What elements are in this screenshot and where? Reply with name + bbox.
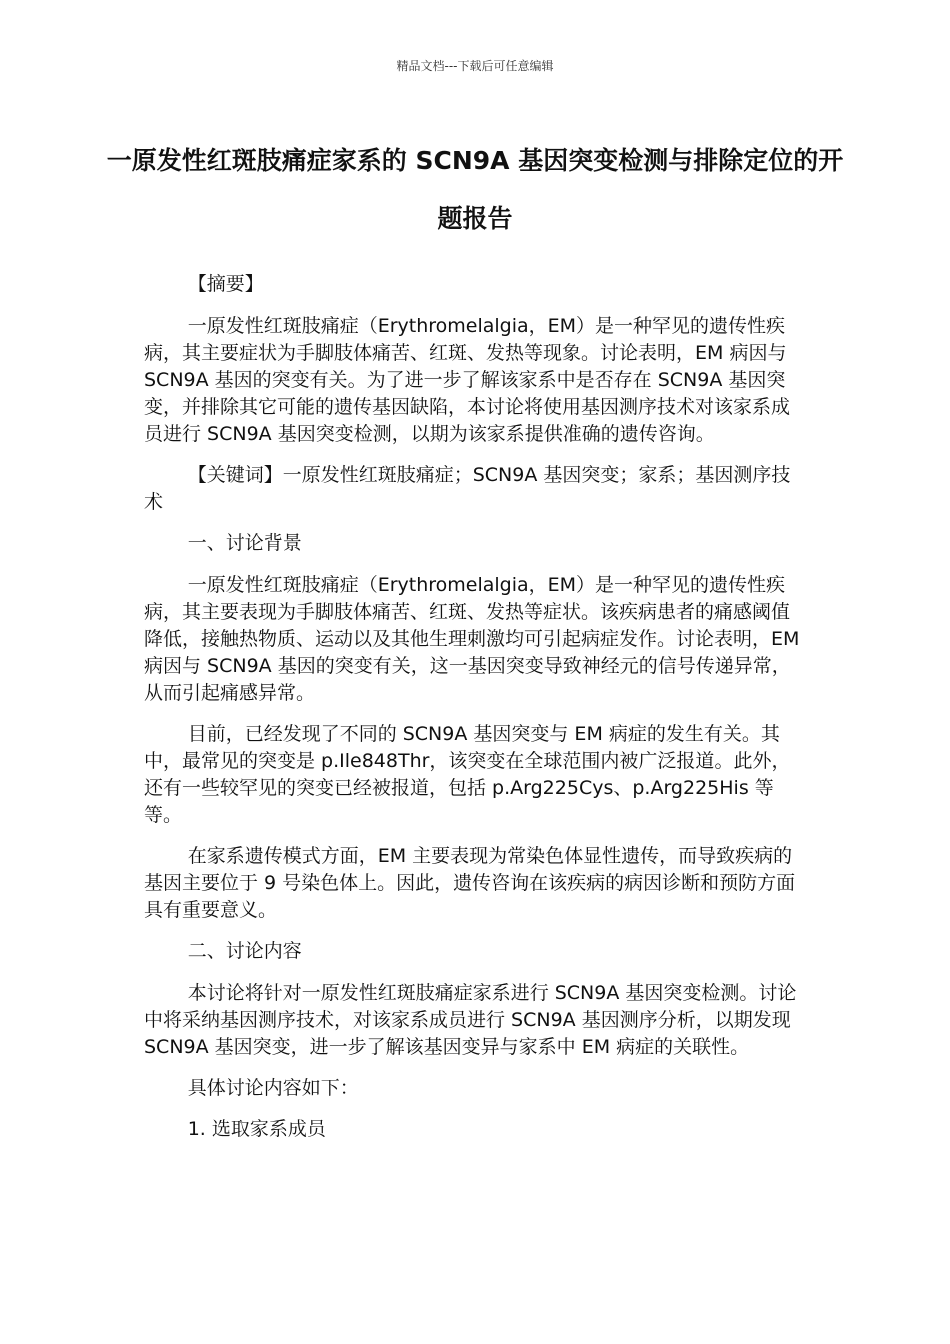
abstract-heading: 【摘要】 [187, 273, 264, 295]
abstract-paragraph: 一原发性红斑肢痛症（Erythromelalgia，EM）是一种罕见的遗传性疾病，其主要症状为手脚肢体痛苦、红斑、发热等现象。讨论表明，EM 病因与 SCN9A 基因的突变有关。为了进一步了解该家系中是否存在 SCN9A 基因突变，并排除其它可能的遗传基因缺陷，本讨论将使用基因测序技术对该家系成员进行 SCN9A 基因突变检测，以期为该家系提供准确的遗传咨询。 [144, 315, 791, 445]
list-item-1: 1. 选取家系成员 [187, 1118, 326, 1140]
section2-paragraph-1: 本讨论将针对一原发性红斑肢痛症家系进行 SCN9A 基因突变检测。讨论中将采纳基因测序技术，对该家系成员进行 SCN9A 基因测序分析，以期发现 SCN9A 基因突变，进一步了解该基因变异与家系中 EM 病症的关联性。 [144, 982, 797, 1058]
section1-paragraph-1: 一原发性红斑肢痛症（Erythromelalgia，EM）是一种罕见的遗传性疾病，其主要表现为手脚肢体痛苦、红斑、发热等症状。该疾病患者的痛感阈值降低，接触热物质、运动以及其他生理刺激均可引起病症发作。讨论表明，EM 病因与 SCN9A 基因的突变有关，这一基因突变导致神经元的信号传递异常，从而引起痛感异常。 [144, 574, 800, 704]
page-title: 一原发性红斑肢痛症家系的 SCN9A 基因突变检测与排除定位的开题报告 [106, 146, 844, 233]
header-note: 精品文档---下载后可任意编辑 [396, 59, 554, 73]
section1-heading: 一、讨论背景 [187, 532, 302, 554]
section1-paragraph-3: 在家系遗传模式方面，EM 主要表现为常染色体显性遗传，而导致疾病的基因主要位于 9 号染色体上。因此，遗传咨询在该疾病的病因诊断和预防方面具有重要意义。 [144, 845, 796, 921]
section2-heading: 二、讨论内容 [187, 940, 302, 962]
keywords-paragraph: 【关键词】一原发性红斑肢痛症；SCN9A 基因突变；家系；基因测序技术 [144, 464, 791, 513]
document-body [144, 271, 806, 1157]
section1-paragraph-2: 目前，已经发现了不同的 SCN9A 基因突变与 EM 病症的发生有关。其中，最常见的突变是 p.Ile848Thr，该突变在全球范围内被广泛报道。此外，还有一些较罕见的突变已经被报道，包括 p.Arg225Cys、p.Arg225His 等等。 [144, 723, 791, 826]
section2-paragraph-2: 具体讨论内容如下： [187, 1077, 359, 1099]
